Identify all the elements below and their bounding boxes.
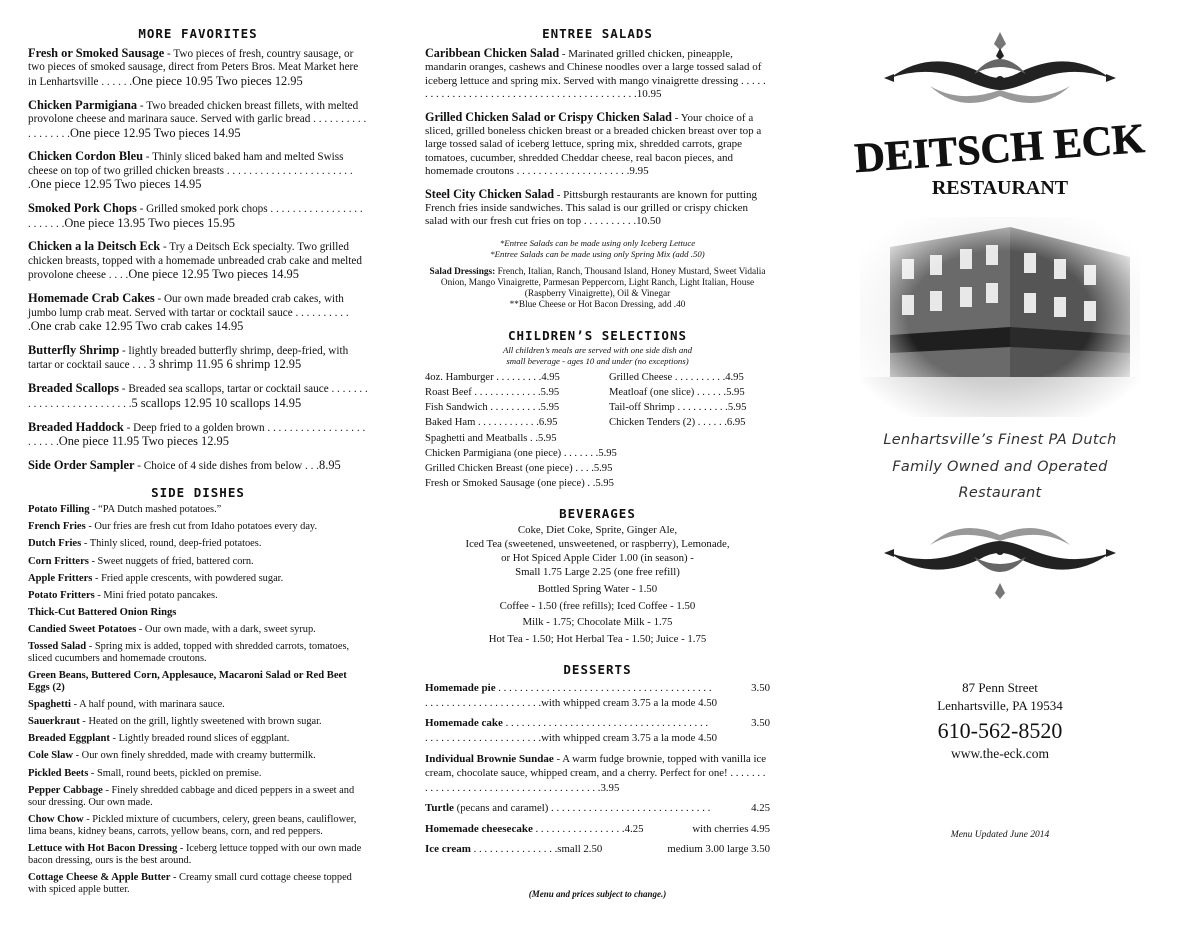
contact-block [860,679,1140,762]
side-dish-item [28,814,368,838]
favorite-price: One piece 12.95 Two pieces 14.95 [128,267,299,282]
favorite-name: Breaded Haddock [28,419,124,434]
side-dish-desc: - Our own finely shredded, made with creamy buttermilk. [73,750,316,762]
favorite-item [28,292,368,334]
logo-bottom-text: RESTAURANT [931,177,1069,199]
children-grid [425,370,770,431]
side-dish-desc: - Creamy small curd cottage cheese topped with spiced apple butter. [28,871,352,895]
favorite-name: Chicken Cordon Bleu [28,149,143,164]
side-dish-name: Pepper Cabbage [28,784,103,796]
favorite-item [28,99,368,141]
turtle-name: Turtle [425,802,454,815]
favorite-item [28,421,368,450]
tagline [860,427,1140,507]
beverage-line: Milk - 1.75; Chocolate Milk - 1.75 [522,616,673,629]
beverage-line: Coffee - 1.50 (free refills); Iced Coffee - 1.50 [499,599,696,612]
side-dish-item [28,504,368,516]
side-dish-item [28,521,368,533]
entree-salads-list [425,47,770,229]
salad-item [425,188,770,229]
side-dish-item [28,716,368,728]
side-dish-item [28,573,368,585]
address-line-2: Lenhartsville, PA 19534 [937,697,1063,713]
side-dish-name: Pickled Beets [28,767,89,779]
side-dish-name: French Fries [28,521,86,533]
side-dish-name: Dutch Fries [28,538,82,550]
side-dish-item [28,538,368,550]
children-item: Meatloaf (one slice) . . . . . .5.95 [609,387,745,399]
side-dish-desc: - Sweet nuggets of fried, battered corn. [88,555,254,567]
logo-icon [853,114,1147,204]
favorite-desc: - Try a Deitsch Eck specialty. Two grilled chicken breasts, topped with a homemade unbreaded crab cake and melted provolone cheese . . . . [28,241,362,282]
side-dish-name: Breaded Eggplant [28,733,110,745]
icecream-desc: . . . . . . . . . . . . . . . .small 2.50 [470,843,603,856]
beverage-line: Hot Tea - 1.50; Hot Herbal Tea - 1.50; Juice - 1.75 [488,632,707,645]
side-dish-item [28,750,368,762]
side-dish-desc: - A half pound, with marinara sauce. [70,699,225,711]
salad-item [425,47,770,102]
cake-dots: . . . . . . . . . . . . . . . . . . . . . . . . . . . . . . . . . . . . . . [502,717,709,730]
favorite-price: One piece 10.95 Two pieces 12.95 [132,73,303,88]
more-favorites-list [28,47,368,473]
cake-options: . . . . . . . . . . . . . . . . . . . . . .with whipped cream 3.75 a la mode 4.50 [425,731,718,744]
side-dish-name: Spaghetti [28,699,71,711]
side-dish-desc: - Fried apple crescents, with powdered sugar. [92,572,284,584]
pie-options: . . . . . . . . . . . . . . . . . . . . . .with whipped cream 3.75 a la mode 4.50 [425,696,718,709]
beverages-heading: BEVERAGES [559,505,636,521]
turtle-price: 4.25 [751,802,770,815]
favorite-desc: - Thinly sliced baked ham and melted Swiss cheese on top of two grilled chicken breasts . . . . . . . . . . . . . . . . . . . . . . . . [28,151,353,192]
ornament-bottom-icon [870,523,1130,603]
address-line-1: 87 Penn Street [962,679,1038,695]
side-dish-desc: - Pickled mixture of cucumbers, celery, green beans, cauliflower, lima beans, kidney beans, carrots, yellow beans, corn, and red peppers. [28,813,357,837]
salad-item [425,111,770,179]
children-note-2: small beverage - ages 10 and under (no exceptions) [506,355,689,366]
cheesecake-desc: . . . . . . . . . . . . . . . . .4.25 [532,822,644,835]
favorite-desc: - Two breaded chicken breast fillets, with melted provolone cheese and marinara sauce. Served with garlic bread . . . . . . . . . . . . . . . . . . [28,99,367,140]
side-dish-item [28,699,368,711]
side-dish-desc: - “PA Dutch mashed potatoes.” [89,504,222,516]
pie-name: Homemade pie [425,682,496,695]
children-note-1: All children’s meals are served with one side dish and [502,344,693,355]
side-dish-name: Green Beans, Buttered Corn, Applesauce, Macaroni Salad or Red Beet Eggs (2) [28,670,347,694]
side-dish-desc: - Mini fried potato pancakes. [94,589,218,601]
salad-name: Grilled Chicken Salad or Crispy Chicken Salad [425,109,672,124]
side-dish-desc: - Heated on the grill, lightly sweetened with brown sugar. [79,716,322,728]
salad-price: 10.95 [636,88,662,101]
website-link[interactable]: www.the-eck.com [950,745,1050,761]
favorite-name: Butterfly Shrimp [28,342,120,357]
cake-name: Homemade cake [425,717,503,730]
dressings-label: Salad Dressings: [429,266,496,277]
favorite-desc: - lightly breaded butterfly shrimp, deep-fried, with tartar or cocktail sauce . . . [28,344,349,372]
favorite-price: One crab cake 12.95 Two crab cakes 14.95 [30,319,244,333]
beverage-line: Bottled Spring Water - 1.50 [537,582,658,595]
side-dish-name: Candied Sweet Potatoes [28,623,137,635]
favorite-item [28,459,368,473]
side-dish-desc: - Finely shredded cabbage and diced peppers in a sweet and sour dressing. Our own made. [28,784,355,808]
side-dish-name: Cottage Cheese & Apple Butter [28,871,171,883]
tagline-line-3: Restaurant [958,485,1042,501]
children-item: Grilled Cheese . . . . . . . . . .4.95 [609,371,744,383]
children-item: Tail-off Shrimp . . . . . . . . . .5.95 [609,402,747,414]
favorite-price: 3 shrimp 11.95 6 shrimp 12.95 [149,357,302,372]
desserts-list [425,681,770,857]
brownie-name: Individual Brownie Sundae [425,752,554,765]
icecream-name: Ice cream [425,843,471,856]
dressings-list: French, Italian, Ranch, Thousand Island, Honey Mustard, Sweet Vidalia Onion, Mango Vinaigrette, Parmesan Peppercorn, Light Ranch, Light Italian, House (Raspberry Vinaigrette), Oil & Vinegar [440,266,766,299]
beverage-line: Iced Tea (sweetened, unsweetened, or raspberry), Lemonade, [465,537,730,550]
favorite-desc: - Our own made breaded crab cakes, with jumbo lump crab meat. Served with tartar or cocktail sauce . . . . . . . . . . . [28,293,349,333]
side-dish-name: Potato Fritters [28,589,95,601]
favorite-item [28,240,368,282]
menu-disclaimer: (Menu and prices subject to change.) [528,889,667,899]
favorite-name: Fresh or Smoked Sausage [28,46,165,60]
favorite-price: 5 scallops 12.95 10 scallops 14.95 [131,395,302,410]
children-item: Chicken Tenders (2) . . . . . .6.95 [609,417,746,429]
children-item: Chicken Parmigiana (one piece) . . . . . . .5.95 [425,447,617,459]
favorite-item [28,150,368,192]
children-item: Fresh or Smoked Sausage (one piece) . .5.95 [425,478,614,490]
side-dishes-list [28,504,368,896]
cheesecake-name: Homemade cheesecake [425,822,533,835]
beverage-line: or Hot Spiced Apple Cider 1.00 (in season) - [501,551,694,564]
dressings-extra: **Blue Cheese or Hot Bacon Dressing, add .40 [509,299,686,310]
tagline-line-2: Family Owned and Operated [892,458,1108,475]
side-dish-desc: - Small, round beets, pickled on premise. [88,767,262,779]
brownie-price: 3.95 [600,781,620,794]
favorite-item [28,382,368,411]
salad-dressings [425,267,770,311]
side-dish-item [28,607,368,619]
side-dish-item [28,556,368,568]
tagline-line-1: Lenhartsville’s Finest PA Dutch [883,432,1117,448]
children-item: Baked Ham . . . . . . . . . . . .6.95 [425,417,558,429]
dessert-ice-cream [425,842,770,857]
icecream-price: medium 3.00 large 3.50 [667,843,770,856]
side-dish-desc: - Spring mix is added, topped with shredded carrots, tomatoes, sliced cucumbers and homemade croutons. [28,641,350,664]
dessert-brownie [425,752,770,796]
salad-desc: - Marinated grilled chicken, pineapple, mandarin oranges, cashews and Chinese noodles over a large tossed salad of iceberg lettuce and spring mix. Served with mango vinaigrette dressing . . . . . . . . . . . . . . . . . . . . . . . . . . . . . . . . . . . . . . . . . . . . [425,48,766,101]
side-dishes-heading: SIDE DISHES [151,485,245,501]
side-dish-desc: - Our own made, with a dark, sweet syrup. [136,623,316,635]
children-item: 4oz. Hamburger . . . . . . . . .4.95 [425,371,560,383]
side-dish-desc: - Our fries are fresh cut from Idaho potatoes every day. [85,521,318,533]
side-dish-name: Thick-Cut Battered Onion Rings [28,606,177,618]
building-photo [860,217,1140,417]
favorite-price: One piece 12.95 Two pieces 14.95 [69,125,241,140]
favorite-price: One piece 12.95 Two pieces 14.95 [30,177,202,192]
side-dish-name: Potato Filling [28,504,90,516]
side-dish-item [28,843,368,867]
side-dish-item [28,670,368,694]
side-dish-desc: - Thinly sliced, round, deep-fried potatoes. [81,538,262,550]
desserts-heading: DESSERTS [563,662,632,678]
left-column [28,0,368,901]
children-item: Roast Beef . . . . . . . . . . . . .5.95 [425,387,560,399]
favorite-item [28,344,368,373]
salad-desc: - Your choice of a sliced, grilled boneless chicken breast or a breaded chicken breast over top a large tossed salad of iceberg lettuce, spring mix, shredded carrots, grape tomatoes, cucumber, shredded Cheddar cheese, real bacon pieces, and homemade croutons . . . . . . . . . . . . . . . . . . . . . [425,111,762,178]
children-item: Fish Sandwich . . . . . . . . . .5.95 [425,402,560,414]
salad-name: Caribbean Chicken Salad [425,46,560,60]
favorite-desc: - Grilled smoked pork chops . . . . . . . . . . . . . . . . . . . . . . . . [28,203,363,230]
favorite-desc: - Two pieces of fresh, country sausage, or two pieces of smoked sausage, direct from Peters Bros. Meat Market here in Lenhartsville . . . . . . [28,48,359,88]
side-dish-item [28,641,368,665]
cheesecake-price: with cherries 4.95 [692,822,770,835]
salad-desc: - Pittsburgh restaurants are known for putting French fries inside sandwiches. This salad is our grilled or crispy chicken salad with our fresh cut fries on top . . . . . . . . . . [425,188,757,228]
dessert-cake [425,716,770,745]
beverage-line: Small 1.75 Large 2.25 (one free refill) [515,566,680,579]
pie-price: 3.50 [751,682,770,695]
side-dish-name: Sauerkraut [28,716,80,728]
brownie-desc: - A warm fudge brownie, topped with vanilla ice cream, chocolate sauce, whipped cream, and a cherry. Perfect for one! . . . . . . . . . . . . . . . . . . . . . . . . . . . . . . . . . . . . . . . . [425,752,767,794]
side-dish-item [28,768,368,780]
children-wide-list [425,431,770,492]
side-dish-name: Lettuce with Hot Bacon Dressing [28,842,178,854]
children-item: Grilled Chicken Breast (one piece) . . . .5.95 [425,463,613,475]
side-dish-item [28,624,368,636]
beverage-line: Coke, Diet Coke, Sprite, Ginger Ale, [517,523,678,536]
favorite-name: Chicken a la Deitsch Eck [28,239,161,254]
entree-salads-heading: ENTREE SALADS [542,26,653,41]
children-heading: CHILDREN’S SELECTIONS [507,327,688,343]
middle-column [425,0,770,863]
salad-note-1: *Entree Salads can be made using only Iceberg Lettuce [499,237,696,248]
ornament-top-icon [870,28,1130,108]
favorite-item [28,47,368,89]
side-dish-name: Cole Slaw [28,750,74,762]
cake-price: 3.50 [751,717,770,730]
children-item: Spaghetti and Meatballs . .5.95 [425,432,557,444]
favorite-price: One piece 13.95 Two pieces 15.95 [64,215,235,230]
side-dish-desc: - Iceberg lettuce topped with our own made bacon dressing, ours is the best around. [28,842,362,866]
more-favorites-heading: MORE FAVORITES [138,26,258,41]
dessert-cheesecake [425,822,770,837]
side-dish-name: Tossed Salad [28,641,87,652]
restaurant-logo [853,114,1147,209]
favorite-name: Homemade Crab Cakes [28,291,155,306]
salad-note-2: *Entree Salads can be made using only Spring Mix (add .50) [490,248,705,259]
dessert-turtle [425,801,770,816]
pie-dots: . . . . . . . . . . . . . . . . . . . . . . . . . . . . . . . . . . . . . . . . [495,682,712,695]
favorite-desc: - Deep fried to a golden brown . . . . . . . . . . . . . . . . . . . . . . . . [28,421,366,448]
dessert-pie [425,681,770,710]
logo-top-text: DEITSCH ECK [853,115,1147,183]
salad-name: Steel City Chicken Salad [425,186,554,201]
salad-price: 10.50 [636,215,661,228]
side-dish-name: Chow Chow [28,813,84,825]
turtle-desc: (pecans and caramel) . . . . . . . . . . . . . . . . . . . . . . . . . . . . . . [453,802,711,815]
side-dish-item [28,590,368,602]
favorite-price: One piece 11.95 Two pieces 12.95 [58,433,229,448]
favorite-name: Chicken Parmigiana [28,97,138,112]
side-dish-item [28,733,368,745]
favorite-price: 8.95 [319,457,341,472]
side-dish-item [28,785,368,809]
menu-updated: Menu Updated June 2014 [950,829,1050,840]
favorite-name: Smoked Pork Chops [28,201,137,216]
favorite-name: Breaded Scallops [28,381,119,396]
side-dish-desc: - Lightly breaded round slices of eggplant. [109,733,290,745]
side-dish-item [28,872,368,896]
favorite-name: Side Order Sampler [28,457,135,472]
side-dish-name: Corn Fritters [28,555,89,567]
favorite-desc: - Breaded sea scallops, tartar or cocktail sauce . . . . . . . . . . . . . . . . . . . . . . . . . . [28,383,368,410]
side-dish-name: Apple Fritters [28,572,93,584]
salad-price: 9.95 [629,165,649,178]
favorite-item [28,202,368,231]
right-column [853,0,1147,840]
favorite-desc: - Choice of 4 side dishes from below . . . [134,459,320,472]
beverages-list [425,523,770,647]
phone-number[interactable]: 610-562-8520 [937,717,1063,743]
